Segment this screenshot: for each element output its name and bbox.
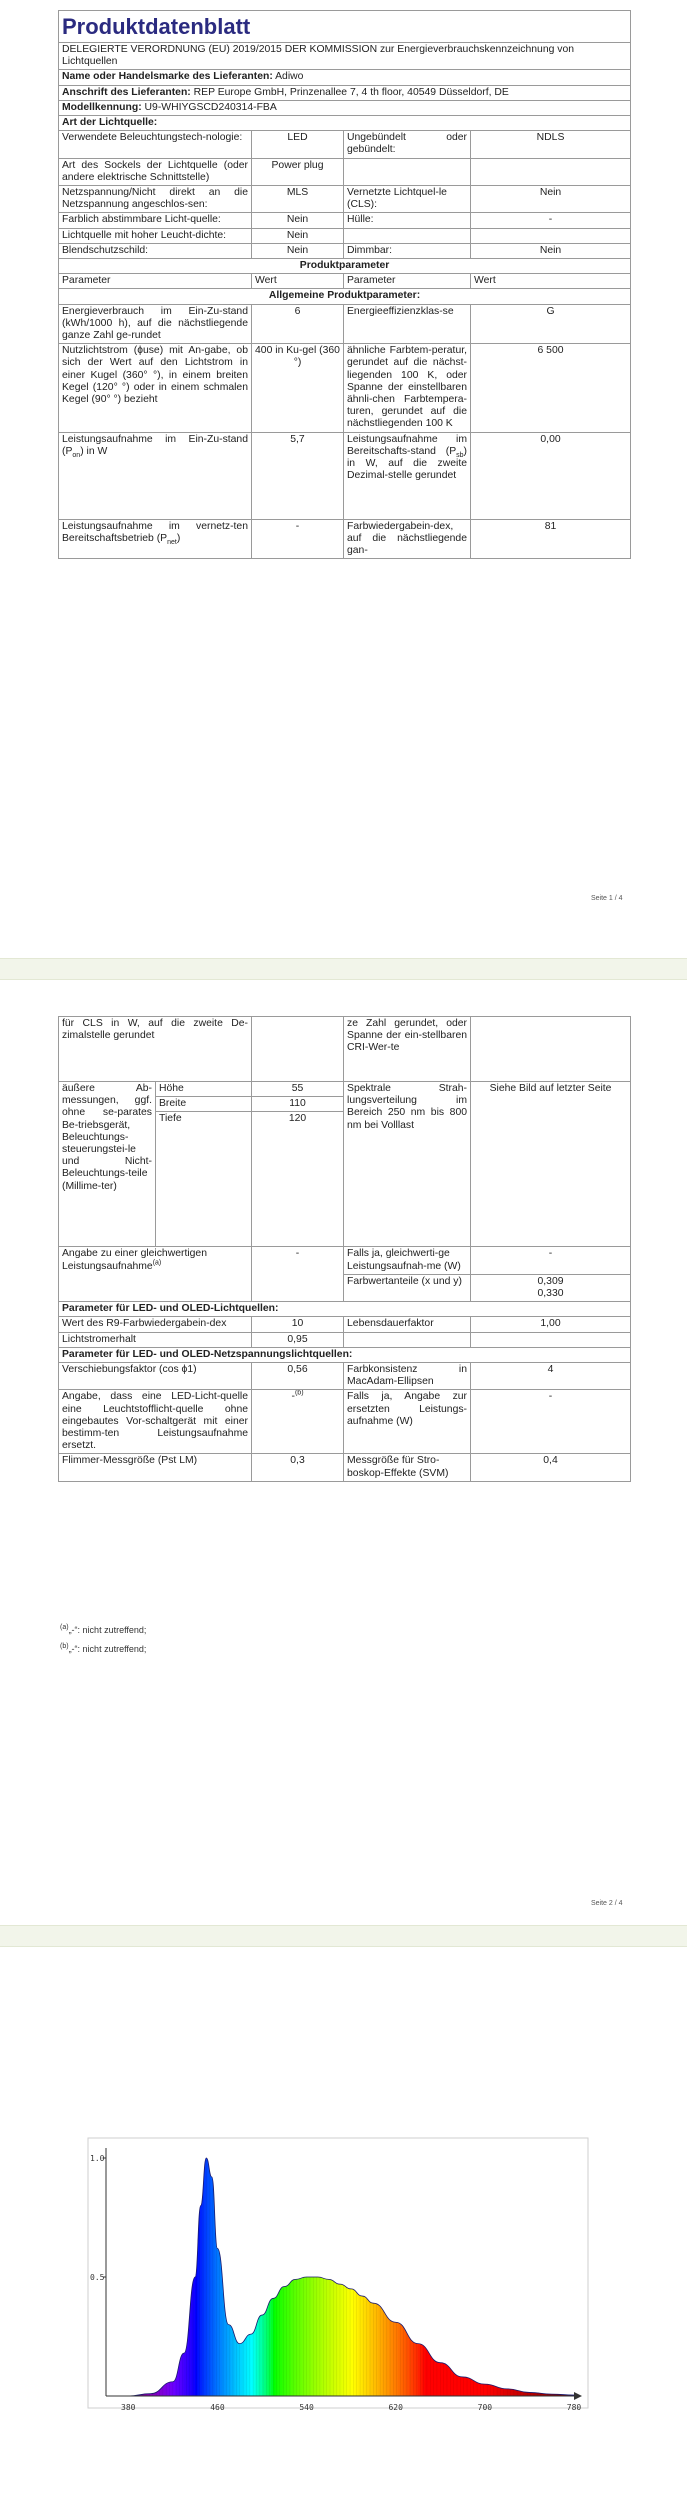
pon-label-text: Leistungsaufnahme im Ein-Zu-stand (P: [62, 433, 248, 457]
macadam-value: 4: [471, 1363, 631, 1390]
supplier-name-row: [59, 70, 631, 85]
antiglare-value: Nein: [252, 243, 344, 258]
envelope-label: Hülle:: [344, 213, 471, 228]
ndls-value: NDLS: [471, 131, 631, 158]
page-separator: [0, 1925, 687, 1947]
replace-value-text: -: [291, 1391, 295, 1403]
model-id: U9-WHIYGSCD240314-FBA: [144, 101, 277, 113]
footnote-a-text: „-“: nicht zutreffend;: [68, 1625, 147, 1635]
svm-label: Messgröße für Stro-boskop-Effekte (SVM): [344, 1454, 471, 1481]
equiv-label-text: Angabe zu einer gleichwertigen Leistungsaufnahme: [62, 1248, 207, 1272]
macadam-label: Farbkonsistenz in MacAdam-Ellipsen: [344, 1363, 471, 1390]
psb-label: [344, 432, 471, 519]
cri-label: Farbwiedergabein-dex, auf die nächstliegende gan-: [344, 519, 471, 559]
depth-label: Tiefe: [156, 1112, 252, 1247]
page-1: [0, 0, 687, 955]
eeclass-label: Energieeffizienzklas-se: [344, 304, 471, 344]
supplier-name: Adiwo: [275, 71, 304, 83]
y-tick-label: 1.0: [90, 2154, 105, 2163]
equiv-power-label: Falls ja, gleichwerti-ge Leistungsaufnah-me (W): [344, 1247, 471, 1274]
footnote-b-marker: (b): [60, 1643, 69, 1650]
x-tick-label: 380: [121, 2403, 136, 2412]
cls-value: Nein: [471, 186, 631, 213]
r9-value: 10: [252, 1317, 344, 1332]
replace-label: Angabe, dass eine LED-Licht-quelle eine Leuchtstofflicht-quelle ohne eingebautes Vor-schaltgerät mit einer bestimm-ten Leistungsaufnahme ersetzt.: [59, 1390, 252, 1454]
pnet-value: -: [252, 519, 344, 559]
cri-value: 81: [471, 519, 631, 559]
supplier-address-row: [59, 85, 631, 100]
replace-value: [252, 1390, 344, 1454]
pon-label-sub: on: [72, 451, 81, 459]
flux-label: Nutzlichtstrom (ɸuse) mit An-gabe, ob sich der Wert auf den Lichtstrom in einer Kugel (360° °), in einem breiten Kegel (120° °) oder in einem schmalen Kegel (90° °) bezieht: [59, 344, 252, 432]
spectral-distribution-chart: [0, 1948, 687, 2510]
lifetime-value: 1,00: [471, 1317, 631, 1332]
pon-value: 5,7: [252, 432, 344, 519]
psb-label-unit: ) in W, auf die zweite Dezimal-stelle gerundet: [347, 445, 467, 482]
cosphi-label: Verschiebungsfaktor (cos ϕ1): [59, 1363, 252, 1390]
regulation-text: DELEGIERTE VERORDNUNG (EU) 2019/2015 DER KOMMISSION zur Energieverbrauchskennzeichnung von Lichtquellen: [59, 43, 631, 70]
cct-value: 6 500: [471, 344, 631, 432]
flux-value: 400 in Ku-gel (360 °): [252, 344, 344, 432]
pnet-label: [59, 519, 252, 559]
product-params-heading: Produktparameter: [59, 259, 631, 274]
socket-value: Power plug: [252, 158, 344, 185]
equiv-label: [59, 1247, 252, 1302]
page-separator: [0, 958, 687, 980]
page-title: Produktdatenblatt: [59, 11, 631, 43]
tunable-value: Nein: [252, 213, 344, 228]
general-params-heading: Allgemeine Produktparameter:: [59, 289, 631, 304]
width-label: Breite: [156, 1097, 252, 1112]
tunable-label: Farblich abstimmbare Licht-quelle:: [59, 213, 252, 228]
depth-value: 120: [252, 1112, 344, 1247]
x-tick-label: 700: [477, 2403, 493, 2412]
equiv-value: -: [252, 1247, 344, 1302]
supplier-name-label: Name oder Handelsmarke des Lieferanten:: [62, 71, 273, 83]
energy-label: Energieverbrauch im Ein-Zu-stand (kWh/1000 h), auf die nächstliegende ganze Zahl ge-rundet: [59, 304, 252, 344]
spd-label: Spektrale Strah-lungsverteilung im Bereich 250 nm bis 800 nm bei Volllast: [344, 1082, 471, 1247]
dimensions-label: äußere Ab-messungen, ggf. ohne se-parates Be-triebsgerät, Beleuchtungs-steuerungstei-le und Nicht-Beleuchtungs-teile (Millime-ter): [59, 1082, 156, 1247]
supplier-address-label: Anschrift des Lieferanten:: [62, 86, 191, 98]
pon-label: [59, 432, 252, 519]
empty-cell: [252, 1017, 344, 1082]
height-label: Höhe: [156, 1082, 252, 1097]
page-3: [0, 1948, 687, 2510]
model-row: [59, 100, 631, 115]
maintenance-value: 0,95: [252, 1332, 344, 1347]
mains-value: MLS: [252, 186, 344, 213]
light-source-type-heading: Art der Lichtquelle:: [59, 116, 631, 131]
mains-label: Netzspannung/Nicht direkt an die Netzspannung angeschlos-sen:: [59, 186, 252, 213]
empty-cell: [471, 1017, 631, 1082]
y-tick-label: 0.5: [90, 2273, 105, 2282]
psb-label-text: Leistungsaufnahme im Bereitschafts-stand (P: [347, 433, 467, 457]
lifetime-label: Lebensdauerfaktor: [344, 1317, 471, 1332]
x-tick-label: 540: [299, 2403, 314, 2412]
model-label: Modellkennung:: [62, 101, 142, 113]
cosphi-value: 0,56: [252, 1363, 344, 1390]
psb-value: 0,00: [471, 432, 631, 519]
empty-cell: [344, 228, 471, 243]
ndls-label: Ungebündelt oder gebündelt:: [344, 131, 471, 158]
maintenance-label: Lichtstromerhalt: [59, 1332, 252, 1347]
r9-label: Wert des R9-Farbwiedergabein-dex: [59, 1317, 252, 1332]
replace-power-value: -: [471, 1390, 631, 1454]
height-value: 55: [252, 1082, 344, 1097]
x-tick-label: 460: [210, 2403, 225, 2412]
cct-label: ähnliche Farbtem-peratur, gerundet auf die nächst-liegenden 100 K, oder Spanne der einstellbaren ähnli-chen Farbtempera-turen, gerundet auf die nächstliegenden 100 K: [344, 344, 471, 432]
pnet-label-unit: ): [176, 532, 181, 544]
psb-label-sub: sb: [456, 451, 464, 459]
high-luminance-label: Lichtquelle mit hoher Leucht-dichte:: [59, 228, 252, 243]
footnote-b: [60, 1644, 146, 1654]
datasheet-table-page-1: [58, 10, 631, 559]
led-params-heading: Parameter für LED- und OLED-Lichtquellen:: [59, 1302, 631, 1317]
chroma-y: 0,330: [537, 1288, 564, 1300]
equiv-footnote-ref: (a): [152, 1259, 162, 1267]
mains-params-heading: Parameter für LED- und OLED-Netzspannungslichtquellen:: [59, 1347, 631, 1362]
replace-footnote-ref: (b): [294, 1389, 304, 1397]
col-header-param: Parameter: [59, 274, 252, 289]
col-header-value: Wert: [252, 274, 344, 289]
footnote-b-text: „-“: nicht zutreffend;: [68, 1644, 147, 1654]
x-tick-label: 780: [566, 2403, 582, 2412]
pon-label-unit: ) in W: [80, 445, 108, 457]
chroma-x: 0,309: [537, 1275, 564, 1287]
supplier-address: REP Europe GmbH, Prinzenallee 7, 4 th floor, 40549 Düsseldorf, DE: [193, 86, 509, 98]
flicker-label: Flimmer-Messgröße (Pst LM): [59, 1454, 252, 1481]
cls-label: Vernetzte Lichtquel-le (CLS):: [344, 186, 471, 213]
equiv-power-value: -: [471, 1247, 631, 1274]
pnet-label-sub: net: [167, 538, 177, 546]
empty-cell: [344, 158, 471, 185]
datasheet-table-page-2: [58, 1016, 631, 1482]
pnet-label-continued: für CLS in W, auf die zweite De-zimalstelle gerundet: [59, 1017, 252, 1082]
svm-value: 0,4: [471, 1454, 631, 1481]
tech-value: LED: [252, 131, 344, 158]
energy-value: 6: [252, 304, 344, 344]
dimmable-label: Dimmbar:: [344, 243, 471, 258]
flicker-value: 0,3: [252, 1454, 344, 1481]
eeclass-value: G: [471, 304, 631, 344]
page-number: Seite 2 / 4: [591, 1900, 623, 1907]
col-header-value: Wert: [471, 274, 631, 289]
footnote-a-marker: (a): [60, 1624, 69, 1631]
cri-label-continued: ze Zahl gerundet, oder Spanne der ein-stellbaren CRI-Wer-te: [344, 1017, 471, 1082]
replace-power-label: Falls ja, Angabe zur ersetzten Leistungs-aufnahme (W): [344, 1390, 471, 1454]
dimmable-value: Nein: [471, 243, 631, 258]
pnet-label-text: Leistungsaufnahme im vernetz-ten Bereitschaftsbetrieb (P: [62, 520, 248, 544]
antiglare-label: Blendschutzschild:: [59, 243, 252, 258]
empty-cell: [471, 158, 631, 185]
page-number: Seite 1 / 4: [591, 895, 623, 902]
width-value: 110: [252, 1097, 344, 1112]
empty-cell: [471, 1332, 631, 1347]
empty-cell: [344, 1332, 471, 1347]
spd-value: Siehe Bild auf letzter Seite: [471, 1082, 631, 1247]
high-luminance-value: Nein: [252, 228, 344, 243]
footnote-a: [60, 1625, 146, 1635]
tech-label: Verwendete Beleuchtungstech-nologie:: [59, 131, 252, 158]
chroma-values: [471, 1274, 631, 1301]
chroma-label: Farbwertanteile (x und y): [344, 1274, 471, 1301]
socket-label: Art des Sockels der Lichtquelle (oder andere elektrische Schnittstelle): [59, 158, 252, 185]
x-tick-label: 620: [388, 2403, 403, 2412]
envelope-value: -: [471, 213, 631, 228]
empty-cell: [471, 228, 631, 243]
col-header-param: Parameter: [344, 274, 471, 289]
